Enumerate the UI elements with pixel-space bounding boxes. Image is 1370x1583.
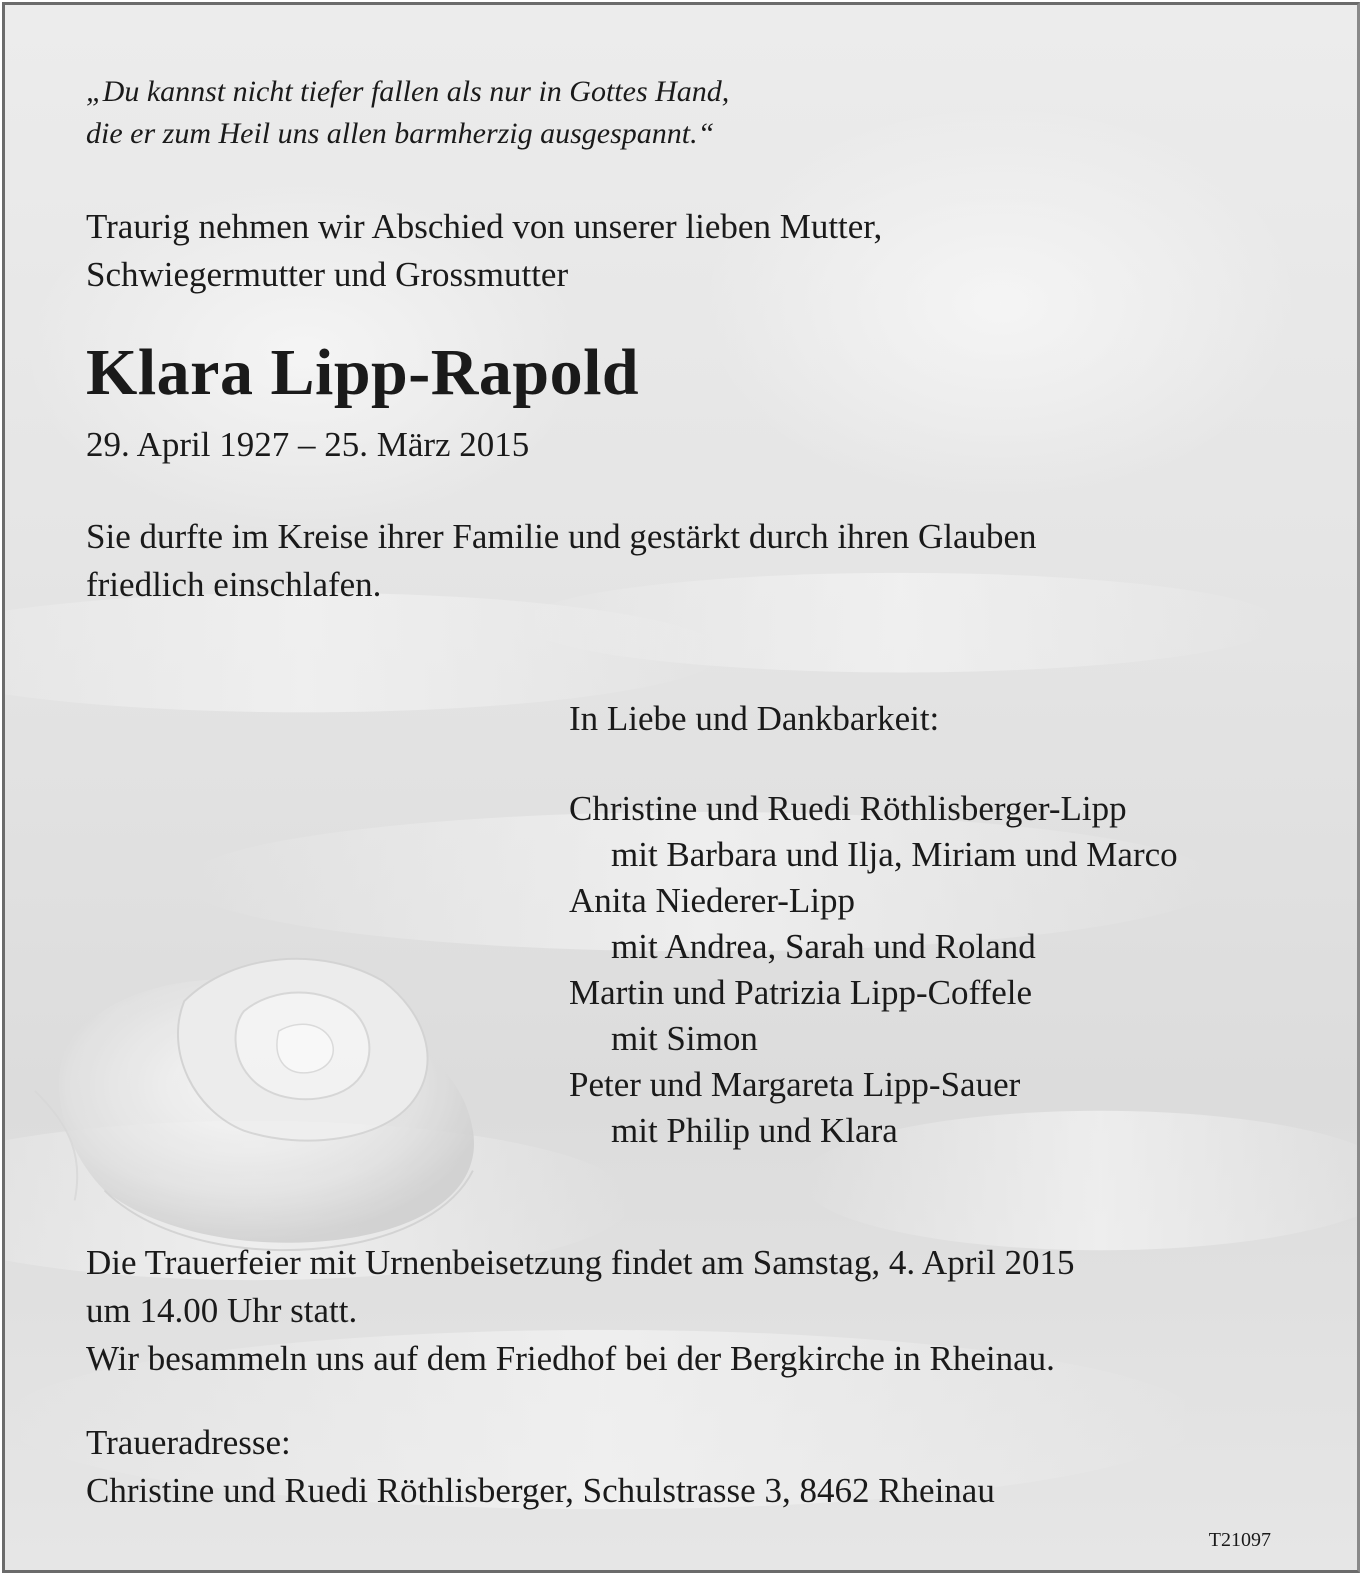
- ceremony-line-2: um 14.00 Uhr statt.: [86, 1291, 358, 1330]
- quote-line-1: „Du kannst nicht tiefer fallen als nur in Gottes Hand,: [86, 75, 730, 108]
- family-list: [569, 786, 1178, 1154]
- family-names: Anita Niederer-Lipp: [569, 881, 855, 920]
- thanks-heading: In Liebe und Dankbarkeit:: [569, 699, 940, 738]
- ceremony-line-3: Wir besammeln uns auf dem Friedhof bei der Bergkirche in Rheinau.: [86, 1339, 1055, 1378]
- ceremony-info: [86, 1239, 1075, 1383]
- deceased-name: Klara Lipp-Rapold: [86, 336, 640, 409]
- intro-line-1: Traurig nehmen wir Abschied von unserer lieben Mutter,: [86, 207, 883, 246]
- family-names: Peter und Margareta Lipp-Sauer: [569, 1065, 1021, 1104]
- life-dates: 29. April 1927 – 25. März 2015: [86, 425, 530, 464]
- family-children: mit Barbara und Ilja, Miriam und Marco: [611, 835, 1178, 874]
- obituary-card: [2, 2, 1360, 1573]
- address-value: Christine und Ruedi Röthlisberger, Schulstrasse 3, 8462 Rheinau: [86, 1471, 995, 1510]
- passing-message: [86, 513, 1037, 609]
- mourning-address: [86, 1419, 995, 1515]
- quote-line-2: die er zum Heil uns allen barmherzig ausgespannt.“: [86, 117, 715, 150]
- ad-reference-code: T21097: [1208, 1529, 1271, 1551]
- family-children: mit Philip und Klara: [611, 1111, 898, 1150]
- message-line-2: friedlich einschlafen.: [86, 565, 382, 604]
- ceremony-line-1: Die Trauerfeier mit Urnenbeisetzung findet am Samstag, 4. April 2015: [86, 1243, 1075, 1282]
- message-line-1: Sie durfte im Kreise ihrer Familie und gestärkt durch ihren Glauben: [86, 517, 1037, 556]
- family-children: mit Andrea, Sarah und Roland: [611, 927, 1036, 966]
- family-children: mit Simon: [611, 1019, 758, 1058]
- family-names: Christine und Ruedi Röthlisberger-Lipp: [569, 789, 1127, 828]
- family-names: Martin und Patrizia Lipp-Coffele: [569, 973, 1032, 1012]
- bible-quote: [86, 71, 729, 155]
- address-label: Traueradresse:: [86, 1423, 291, 1462]
- obituary-content: [5, 5, 1357, 1570]
- intro-line-2: Schwiegermutter und Grossmutter: [86, 255, 569, 294]
- intro-text: [86, 203, 882, 299]
